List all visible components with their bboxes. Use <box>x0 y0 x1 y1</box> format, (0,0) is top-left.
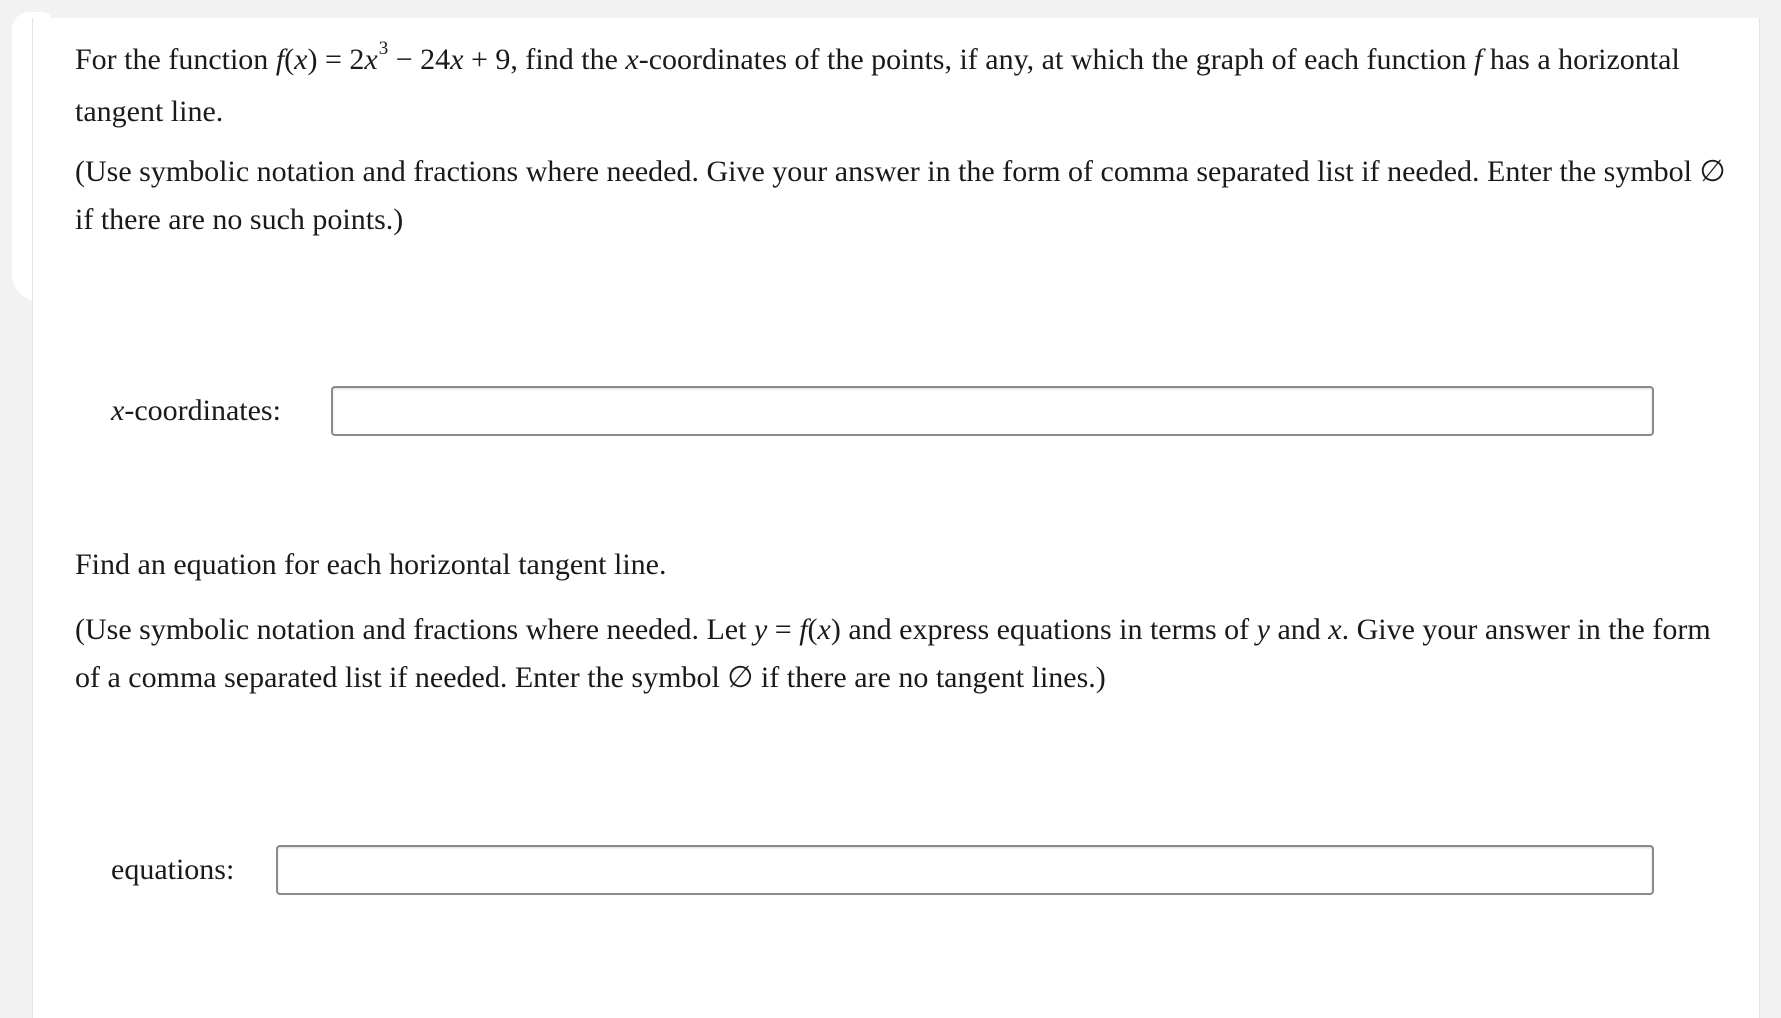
equations-label: equations: <box>111 853 235 886</box>
instruction-1-text: (Use symbolic notation and fractions where needed. Give your answer in the form of comma separated list if needed. Enter the symbol ∅ if there are no such points.) <box>75 155 1726 236</box>
x-coordinates-label: x-coordinates: <box>111 394 281 427</box>
x-coordinates-input[interactable] <box>331 386 1654 436</box>
instruction-2-text: (Use symbolic notation and fractions where needed. Let y = f(x) and express equations in terms of y and x. Give your answer in the form of a comma separated list if needed. Enter the symbol ∅ if there are no tangent lines.) <box>75 613 1711 694</box>
equations-input[interactable] <box>276 845 1654 895</box>
question-1-text: For the function $f(x) = 2x^3 - 24x + 9$, find the x-coordinates of the points, if any, at which the graph of each function f has a horizontal tangent line. <box>75 38 1680 128</box>
question-2-text: Find an equation for each horizontal tangent line. <box>75 548 667 581</box>
